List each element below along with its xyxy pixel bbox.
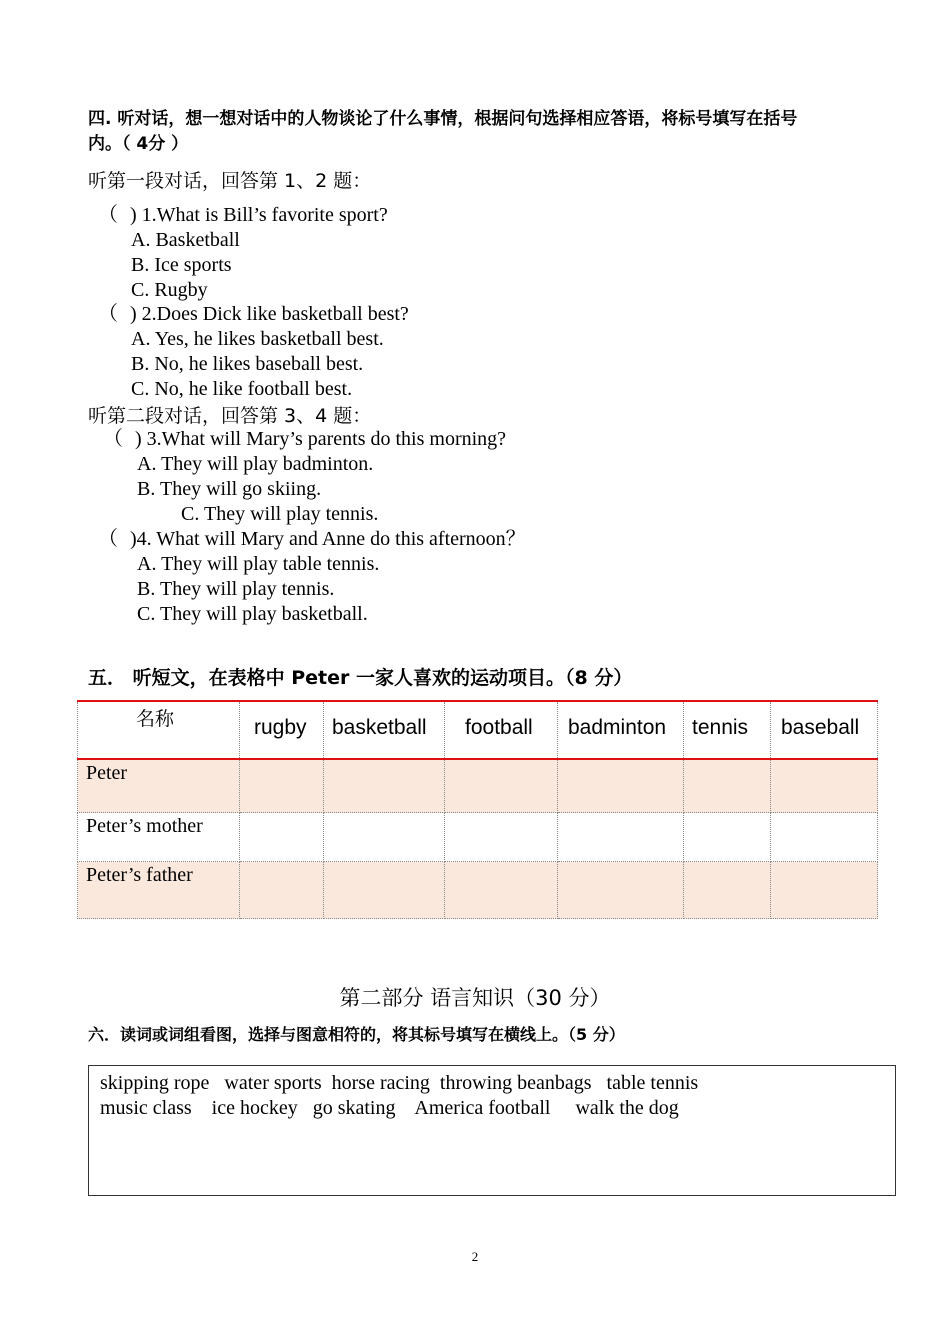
answer-cell[interactable] — [445, 759, 558, 813]
table-row — [78, 813, 878, 862]
section5-heading: 五． 听短文，在表格中 Peter 一家人喜欢的运动项目。（8 分） — [88, 667, 633, 689]
question-3: ) 3.What will Mary’s parents do this morning? — [135, 428, 507, 450]
answer-cell[interactable] — [324, 813, 445, 862]
table-header-cell: basketball — [324, 701, 445, 759]
row-label-cell: Peter’s mother — [78, 813, 240, 862]
question-2-option-c: C. No, he like football best. — [131, 378, 353, 400]
table-header-cell: rugby — [240, 701, 324, 759]
question-4-option-c: C. They will play basketball. — [137, 603, 368, 625]
answer-cell[interactable] — [240, 759, 324, 813]
answer-cell[interactable] — [771, 759, 878, 813]
answer-cell[interactable] — [324, 759, 445, 813]
answer-cell[interactable] — [240, 862, 324, 919]
table-header-cell: baseball — [771, 701, 878, 759]
word-bank-box — [88, 1065, 896, 1196]
question-2: ) 2.Does Dick like basketball best? — [130, 303, 409, 325]
word-bank-line1: skipping rope water sports horse racing throwing beanbags table tennis — [100, 1072, 699, 1094]
table-header-cell: tennis — [684, 701, 771, 759]
answer-cell[interactable] — [445, 862, 558, 919]
answer-cell[interactable] — [558, 862, 684, 919]
question-2-option-b: B. No, he likes baseball best. — [131, 353, 364, 375]
answer-cell[interactable] — [558, 813, 684, 862]
answer-cell[interactable] — [684, 759, 771, 813]
answer-cell[interactable] — [771, 813, 878, 862]
table-header-cell: badminton — [558, 701, 684, 759]
question-1-option-b: B. Ice sports — [131, 254, 232, 276]
question-2-option-a: A. Yes, he likes basketball best. — [131, 328, 384, 350]
table-row — [78, 862, 878, 919]
question-1-option-c: C. Rugby — [131, 279, 208, 301]
word-bank-line2: music class ice hockey go skating America football walk the dog — [100, 1097, 679, 1119]
answer-cell[interactable] — [771, 862, 878, 919]
answer-cell[interactable] — [684, 813, 771, 862]
part2-intro: 听第二段对话，回答第 3、4 题： — [88, 405, 372, 427]
section6-heading: 六．读词或词组看图，选择与图意相符的，将其标号填写在横线上。（5 分） — [88, 1025, 625, 1044]
question-4-option-a: A. They will play table tennis. — [137, 553, 380, 575]
question-1-option-a: A. Basketball — [131, 229, 240, 251]
question-4-option-b: B. They will play tennis. — [137, 578, 335, 600]
row-label-cell: Peter — [78, 759, 240, 813]
table-header-cell: 名称 — [78, 701, 240, 759]
answer-paren-2[interactable]: （ — [98, 303, 118, 325]
answer-cell[interactable] — [558, 759, 684, 813]
answer-cell[interactable] — [240, 813, 324, 862]
answer-cell[interactable] — [684, 862, 771, 919]
table-row — [78, 759, 878, 813]
question-3-option-b: B. They will go skiing. — [137, 478, 322, 500]
answer-cell[interactable] — [445, 813, 558, 862]
table-header-cell: football — [445, 701, 558, 759]
answer-paren-3[interactable]: （ — [103, 428, 123, 450]
question-1: ) 1.What is Bill’s favorite sport? — [130, 204, 388, 226]
question-3-option-a: A. They will play badminton. — [137, 453, 374, 475]
row-label-cell: Peter’s father — [78, 862, 240, 919]
part2-title: 第二部分 语言知识（30 分） — [339, 986, 611, 1010]
sports-table — [77, 700, 878, 919]
table-header-row — [78, 701, 878, 759]
question-4: )4. What will Mary and Anne do this afternoon？ — [130, 528, 526, 550]
question-3-option-c: C. They will play tennis. — [181, 503, 379, 525]
part1-intro: 听第一段对话，回答第 1、2 题： — [88, 170, 372, 192]
page-number: 2 — [471, 1249, 479, 1264]
answer-paren-4[interactable]: （ — [98, 528, 118, 550]
answer-cell[interactable] — [324, 862, 445, 919]
section4-heading-line2: 内。（ 4分 ） — [88, 134, 189, 154]
section4-heading-line1: 四. 听对话，想一想对话中的人物谈论了什么事情，根据问句选择相应答语，将标号填写在括号 — [88, 109, 798, 129]
answer-paren-1[interactable]: （ — [98, 204, 118, 226]
